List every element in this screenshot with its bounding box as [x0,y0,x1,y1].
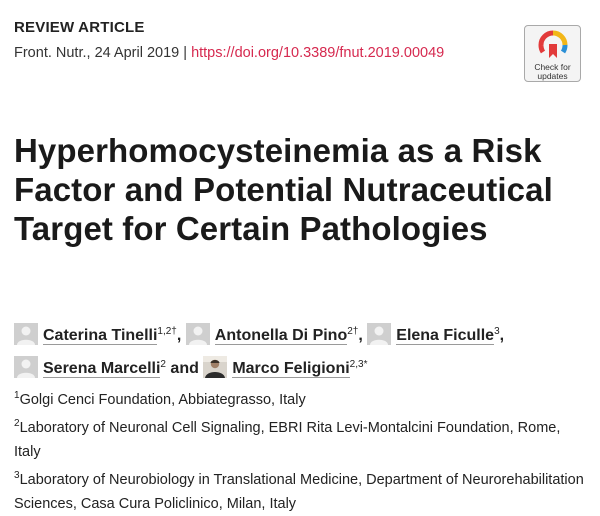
author-list [14,317,589,383]
author-item [14,360,203,377]
author-name-link[interactable]: Serena Marcelli [43,360,161,377]
author-separator: , [358,327,363,344]
author-item [203,360,367,377]
person-placeholder-icon [367,323,391,345]
affiliation-item [14,412,589,464]
author-item [14,327,181,344]
author-photo [203,356,227,378]
author-affiliation-sup: 2† [347,326,359,337]
badge-line-2: updates [537,71,568,81]
check-for-updates-icon [538,30,568,62]
author-affiliation-sup: 3 [494,326,500,337]
affiliation-item [14,384,589,412]
author-separator: , [499,327,505,344]
author-name-link[interactable]: Caterina Tinelli [43,327,158,344]
author-item [186,327,363,344]
author-affiliation-sup: 1,2† [157,326,177,337]
affiliation-list [14,384,589,516]
affiliation-number: 3 [14,470,20,481]
article-type-label: REVIEW ARTICLE [14,19,145,36]
citation-line [14,45,444,61]
affiliation-text: Laboratory of Neurobiology in Translational Medicine, Department of Neurorehabilitation Sciences, Casa Cura Policlinico, Milan, Italy [14,472,584,512]
check-for-updates-text [525,63,580,81]
author-separator: , [176,327,182,344]
author-name-link[interactable]: Marco Feligioni [232,360,350,377]
person-placeholder-icon [186,323,210,345]
article-title: Hyperhomocysteinemia as a Risk Factor and Potential Nutraceutical Target for Certain Pathologies [14,132,553,247]
author-name-link[interactable]: Elena Ficulle [396,327,495,344]
affiliation-number: 1 [14,390,20,401]
check-for-updates-button[interactable] [524,25,581,82]
person-placeholder-icon [14,356,38,378]
author-affiliation-sup: 2,3* [349,359,368,370]
author-name-link[interactable]: Antonella Di Pino [214,327,348,344]
affiliation-text: Golgi Cenci Foundation, Abbiategrasso, Italy [19,392,306,408]
affiliation-text: Laboratory of Neuronal Cell Signaling, EBRI Rita Levi-Montalcini Foundation, Rome, Italy [14,420,561,460]
person-placeholder-icon [14,323,38,345]
doi-link[interactable]: https://doi.org/10.3389/fnut.2019.00049 [191,45,445,61]
author-separator-and: and [170,360,199,377]
journal-date: Front. Nutr., 24 April 2019 | [14,45,192,61]
author-item [367,327,504,344]
badge-line-1: Check for [534,62,571,72]
affiliation-number: 2 [14,418,20,429]
affiliation-item [14,464,589,516]
author-affiliation-sup: 2 [160,359,166,370]
